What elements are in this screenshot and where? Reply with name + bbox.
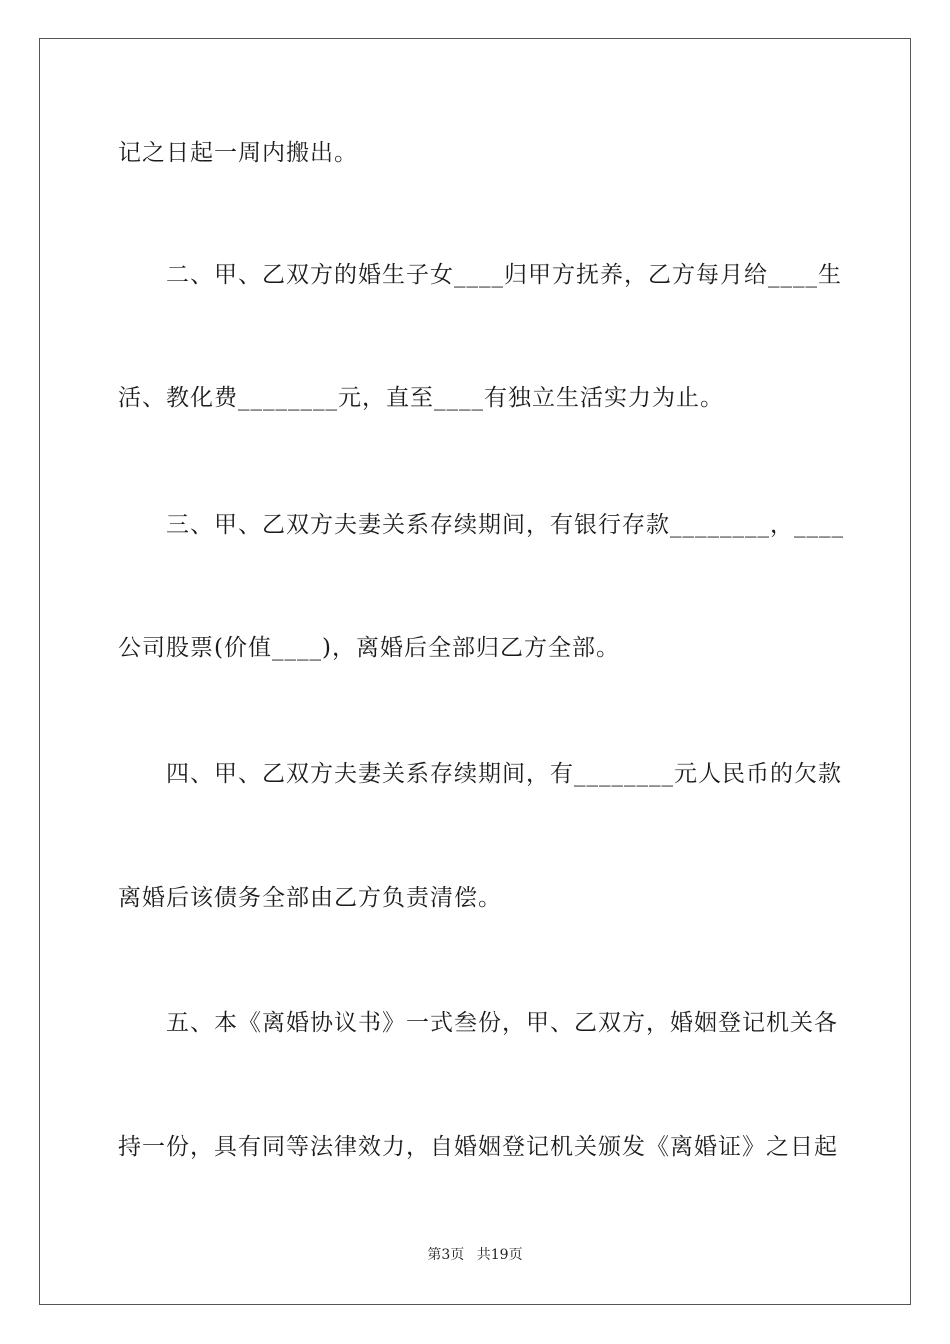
page-footer [0, 1245, 950, 1265]
page-total: 共19页 [476, 1247, 523, 1263]
paragraph-line-4: 三、甲、乙双方夫妻关系存续期间，有银行存款________，____ [166, 512, 844, 538]
paragraph-line-3: 活、教化费________元，直至____有独立生活实力为止。 [118, 385, 724, 411]
paragraph-line-7: 离婚后该债务全部由乙方负责清偿。 [118, 885, 502, 911]
paragraph-line-9: 持一份，具有同等法律效力，自婚姻登记机关颁发《离婚证》之日起 [118, 1134, 838, 1160]
paragraph-line-6: 四、甲、乙双方夫妻关系存续期间，有________元人民币的欠款 [166, 761, 842, 787]
paragraph-line-2: 二、甲、乙双方的婚生子女____归甲方抚养，乙方每月给____生 [166, 262, 842, 288]
paragraph-line-1: 记之日起一周内搬出。 [118, 140, 358, 166]
paragraph-line-5: 公司股票(价值____)，离婚后全部归乙方全部。 [118, 635, 620, 661]
paragraph-line-8: 五、本《离婚协议书》一式叁份，甲、乙双方，婚姻登记机关各 [166, 1010, 838, 1036]
page-frame [39, 38, 911, 1305]
page-number: 第3页 [427, 1247, 465, 1263]
